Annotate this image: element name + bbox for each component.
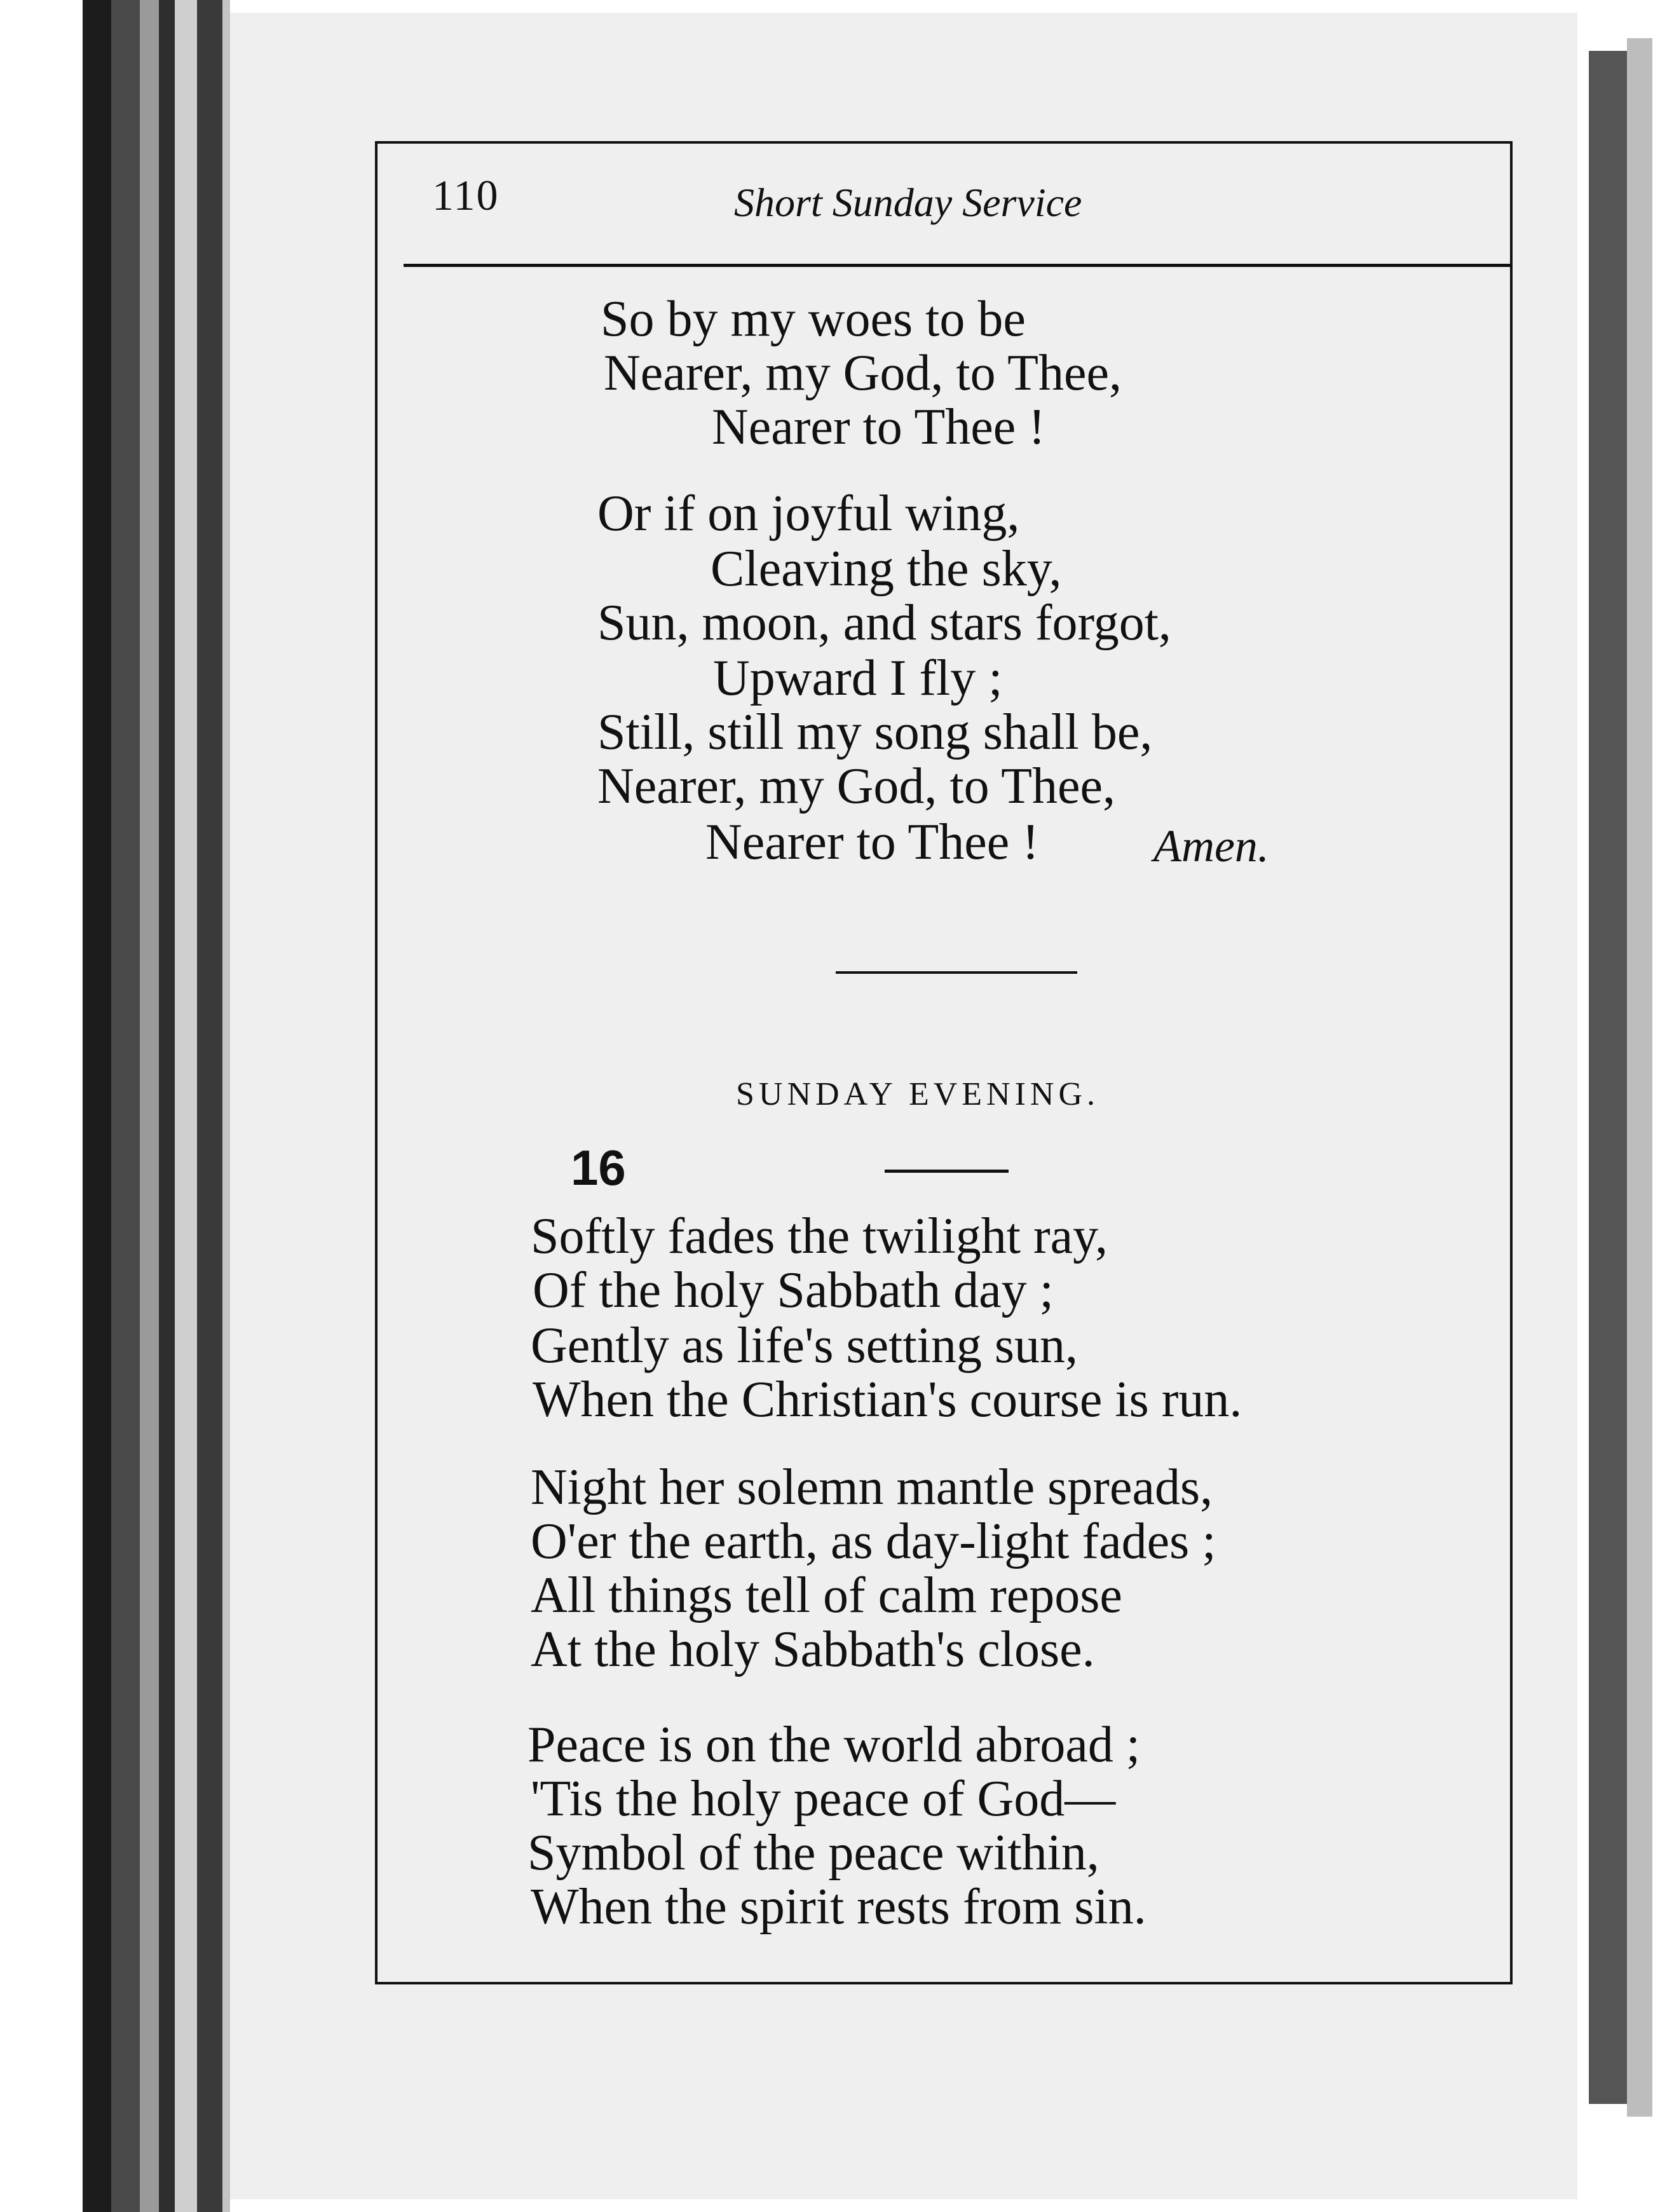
verse-line: Of the holy Sabbath day ; [533,1262,1054,1318]
verse-line: Night her solemn mantle spreads, [531,1459,1213,1515]
verse-line: When the Christian's course is run. [533,1372,1242,1428]
page-edge [222,0,230,2212]
header-rule [404,264,1513,267]
hymn-rule [885,1170,1009,1173]
verse-line: 'Tis the holy peace of God— [531,1771,1116,1827]
verse-line: Cleaving the sky, [711,541,1062,597]
hymn-number: 16 [571,1140,626,1196]
verse-line: Symbol of the peace within, [527,1825,1099,1881]
running-title: Short Sunday Service [734,180,1082,225]
verse-line: All things tell of calm repose [531,1567,1122,1623]
verse-line: Sun, moon, and stars forgot, [597,595,1171,651]
right-page-edge [1589,51,1627,2104]
page-edge [159,0,175,2212]
verse-line: Peace is on the world abroad ; [527,1717,1141,1773]
verse-line: O'er the earth, as day-light fades ; [531,1513,1216,1569]
book-spine [83,0,111,2212]
section-separator [836,971,1077,974]
verse-line: Upward I fly ; [713,650,1003,706]
verse-line: Nearer to Thee ! [712,399,1045,455]
verse-line: Nearer, my God, to Thee, [604,345,1122,401]
page-edge [175,0,197,2212]
verse-line: Gently as life's setting sun, [531,1318,1078,1374]
verse-line: Nearer to Thee ! [705,814,1039,870]
verse-line: Softly fades the twilight ray, [531,1208,1108,1264]
amen-label: Amen. [1153,821,1269,871]
verse-line: So by my woes to be [601,291,1026,347]
page-number: 110 [432,171,500,219]
section-title: SUNDAY EVENING. [736,1076,1100,1112]
verse-line: Nearer, my God, to Thee, [597,758,1116,814]
right-page-edge [1627,38,1652,2117]
page-edge [140,0,159,2212]
verse-line: Still, still my song shall be, [597,704,1153,760]
verse-line: When the spirit rests from sin. [531,1879,1146,1935]
page-edge [111,0,140,2212]
page-edge [197,0,222,2212]
verse-line: At the holy Sabbath's close. [531,1621,1095,1677]
verse-line: Or if on joyful wing, [597,486,1020,542]
